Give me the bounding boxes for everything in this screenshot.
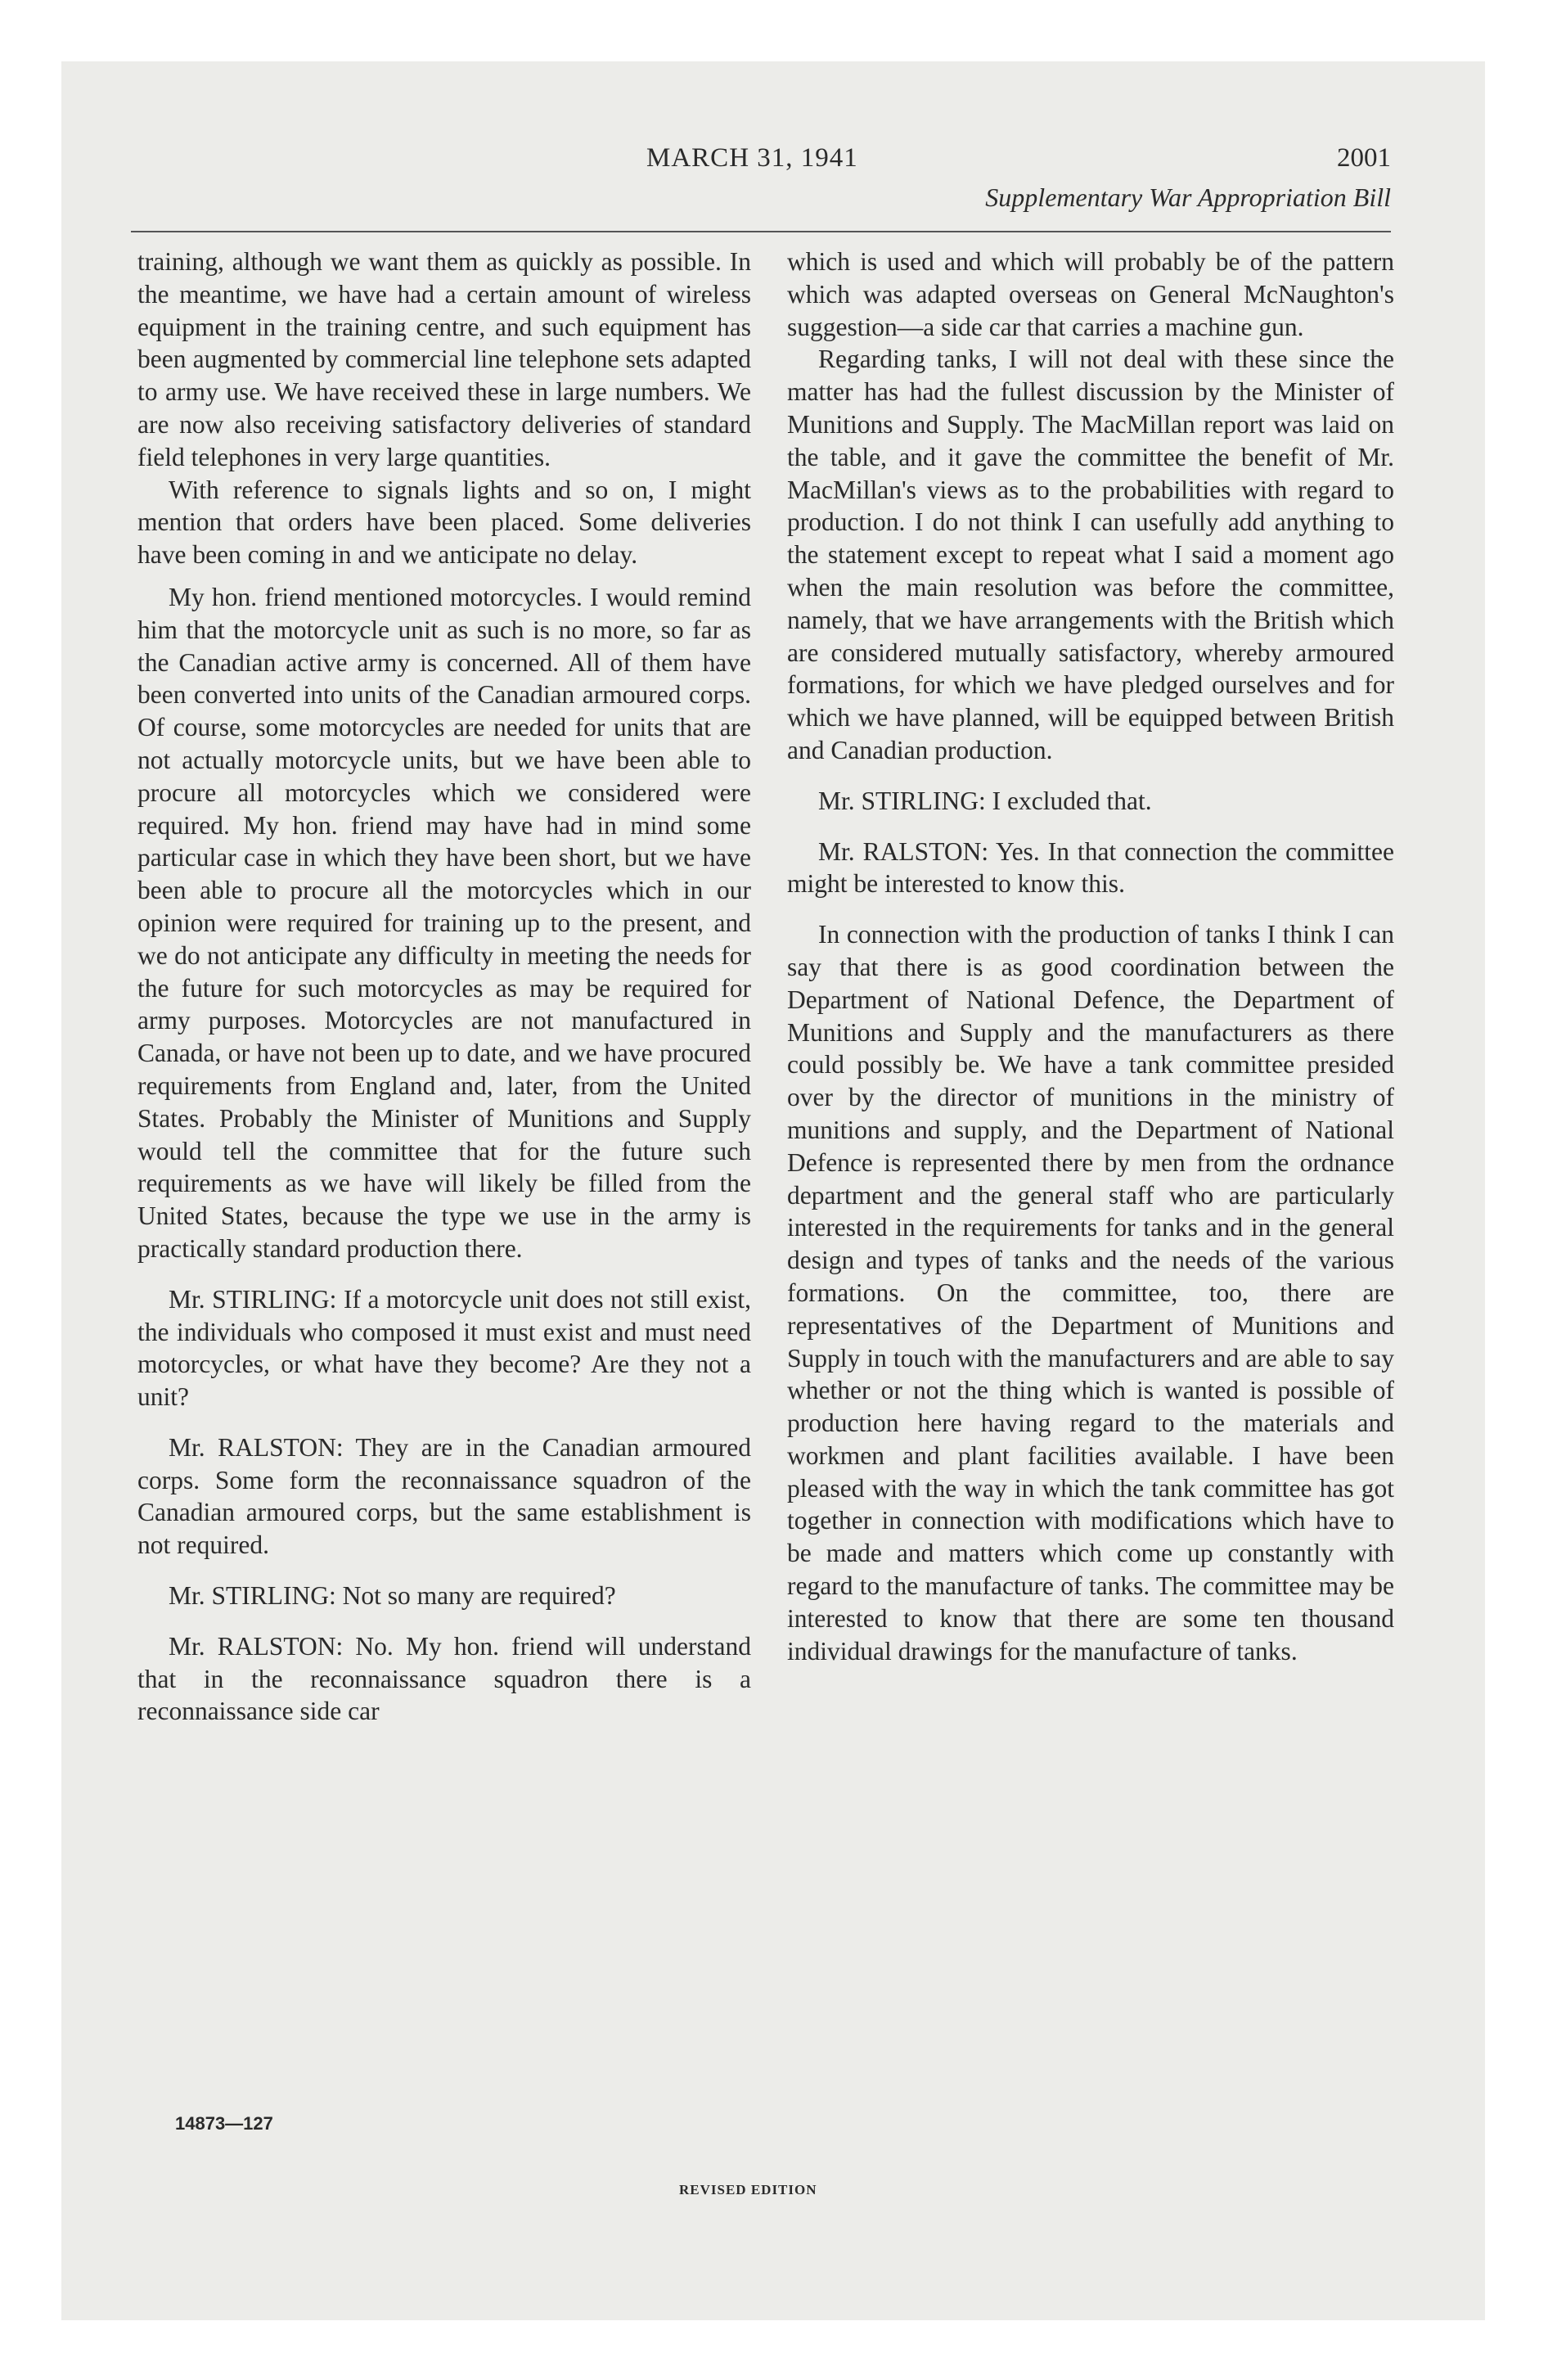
- printer-signature: 14873—127: [175, 2113, 273, 2134]
- page-number: 2001: [1337, 143, 1391, 173]
- speech-paragraph: Mr. STIRLING: Not so many are required?: [169, 1581, 616, 1611]
- paragraph: which is used and which will probably be of the pattern which was adapted overseas on General McNaughton's suggestion—a side car that carries a machine gun.: [787, 247, 1394, 341]
- paragraph: In connection with the production of tanks I think I can say that there is as good coordination between the Department of National Defence, the Department of Munitions and Supply and the manufacturers as there could possibly be. We have a tank committee presided over by the director of munitions in the ministry of munitions and supply, and the Department of National Defence is represented there by men from the ordnance department and the general staff who are particularly interested in the requirements for tanks and in the general design and types of tanks and the needs of the various formations. On the committee, too, there are representatives of the Department of Munitions and Supply in touch with the manufacturers and are able to say whether or not the thing which is wanted is possible of production here having regard to the materials and workmen and plant facilities available. I have been pleased with the way in which the tank committee has got together in connection with modifications which have to be made and matters which come up constantly with regard to the manufacture of tanks. The committee may be interested to know that there are some ten thousand individual drawings for the manufacture of tanks.: [787, 920, 1394, 1666]
- paragraph: Regarding tanks, I will not deal with these since the matter has had the fullest discussion by the Minister of Munitions and Supply. The MacMillan report was laid on the table, and it gave the committee the benefit of Mr. MacMillan's views as to the probabilities with regard to production. I do not think I can usefully add anything to the statement except to repeat what I said a moment ago when the main resolution was before the committee, namely, that we have arrangements with the British which are considered mutually satisfactory, whereby armoured formations, for which we have pledged ourselves and for which we have planned, will be equipped between British and Canadian production.: [787, 345, 1394, 764]
- speech-paragraph: Mr. RALSTON: No. My hon. friend will understand that in the reconnaissance squadron there is a reconnaissance side car: [137, 1631, 751, 1726]
- speech-paragraph: Mr. STIRLING: If a motorcycle unit does not still exist, the individuals who composed it must exist and must need motorcycles, or what have they become? Are they not a unit?: [137, 1284, 751, 1412]
- speech-paragraph: Mr. RALSTON: Yes. In that connection the committee might be interested to know this.: [787, 836, 1394, 899]
- page-header: [131, 143, 1391, 233]
- running-title: Supplementary War Appropriation Bill: [985, 183, 1391, 212]
- speech-paragraph: Mr. STIRLING: I excluded that.: [818, 786, 1152, 815]
- edition-label: REVISED EDITION: [679, 2182, 817, 2197]
- paragraph: With reference to signals lights and so on, I might mention that orders have been placed. Some deliveries have been coming in and we anticipate no delay.: [137, 475, 751, 570]
- right-column: [787, 246, 1394, 1677]
- header-rule: [131, 231, 1391, 232]
- left-column: [137, 246, 751, 1738]
- header-date: MARCH 31, 1941: [646, 143, 858, 173]
- paragraph: training, although we want them as quickly as possible. In the meantime, we have had a certain amount of wireless equipment in the training centre, and such equipment has been augmented by commercial line telephone sets adapted to army use. We have received these in large numbers. We are now also receiving satisfactory deliveries of standard field telephones in very large quantities.: [137, 247, 751, 471]
- paragraph: My hon. friend mentioned motorcycles. I would remind him that the motorcycle unit as such is no more, so far as the Canadian active army is concerned. All of them have been converted into units of the Canadian armoured corps. Of course, some motorcycles are needed for units that are not actually motorcycle units, but we have been able to procure all motorcycles which we considered were required. My hon. friend may have had in mind some particular case in which they have been short, but we have been able to procure all the motorcycles which in our opinion were required for training up to the present, and we do not anticipate any difficulty in meeting the needs for the future for such motorcycles as may be required for army purposes. Motorcycles are not manufactured in Canada, or have not been up to date, and we have procured requirements from England and, later, from the United States. Probably the Minister of Munitions and Supply would tell the committee that for the future such requirements as we have will likely be filled from the United States, because the type we use in the army is practically standard production there.: [137, 582, 751, 1263]
- speech-paragraph: Mr. RALSTON: They are in the Canadian armoured corps. Some form the reconnaissance squadron of the Canadian armoured corps, but the same establishment is not required.: [137, 1432, 751, 1560]
